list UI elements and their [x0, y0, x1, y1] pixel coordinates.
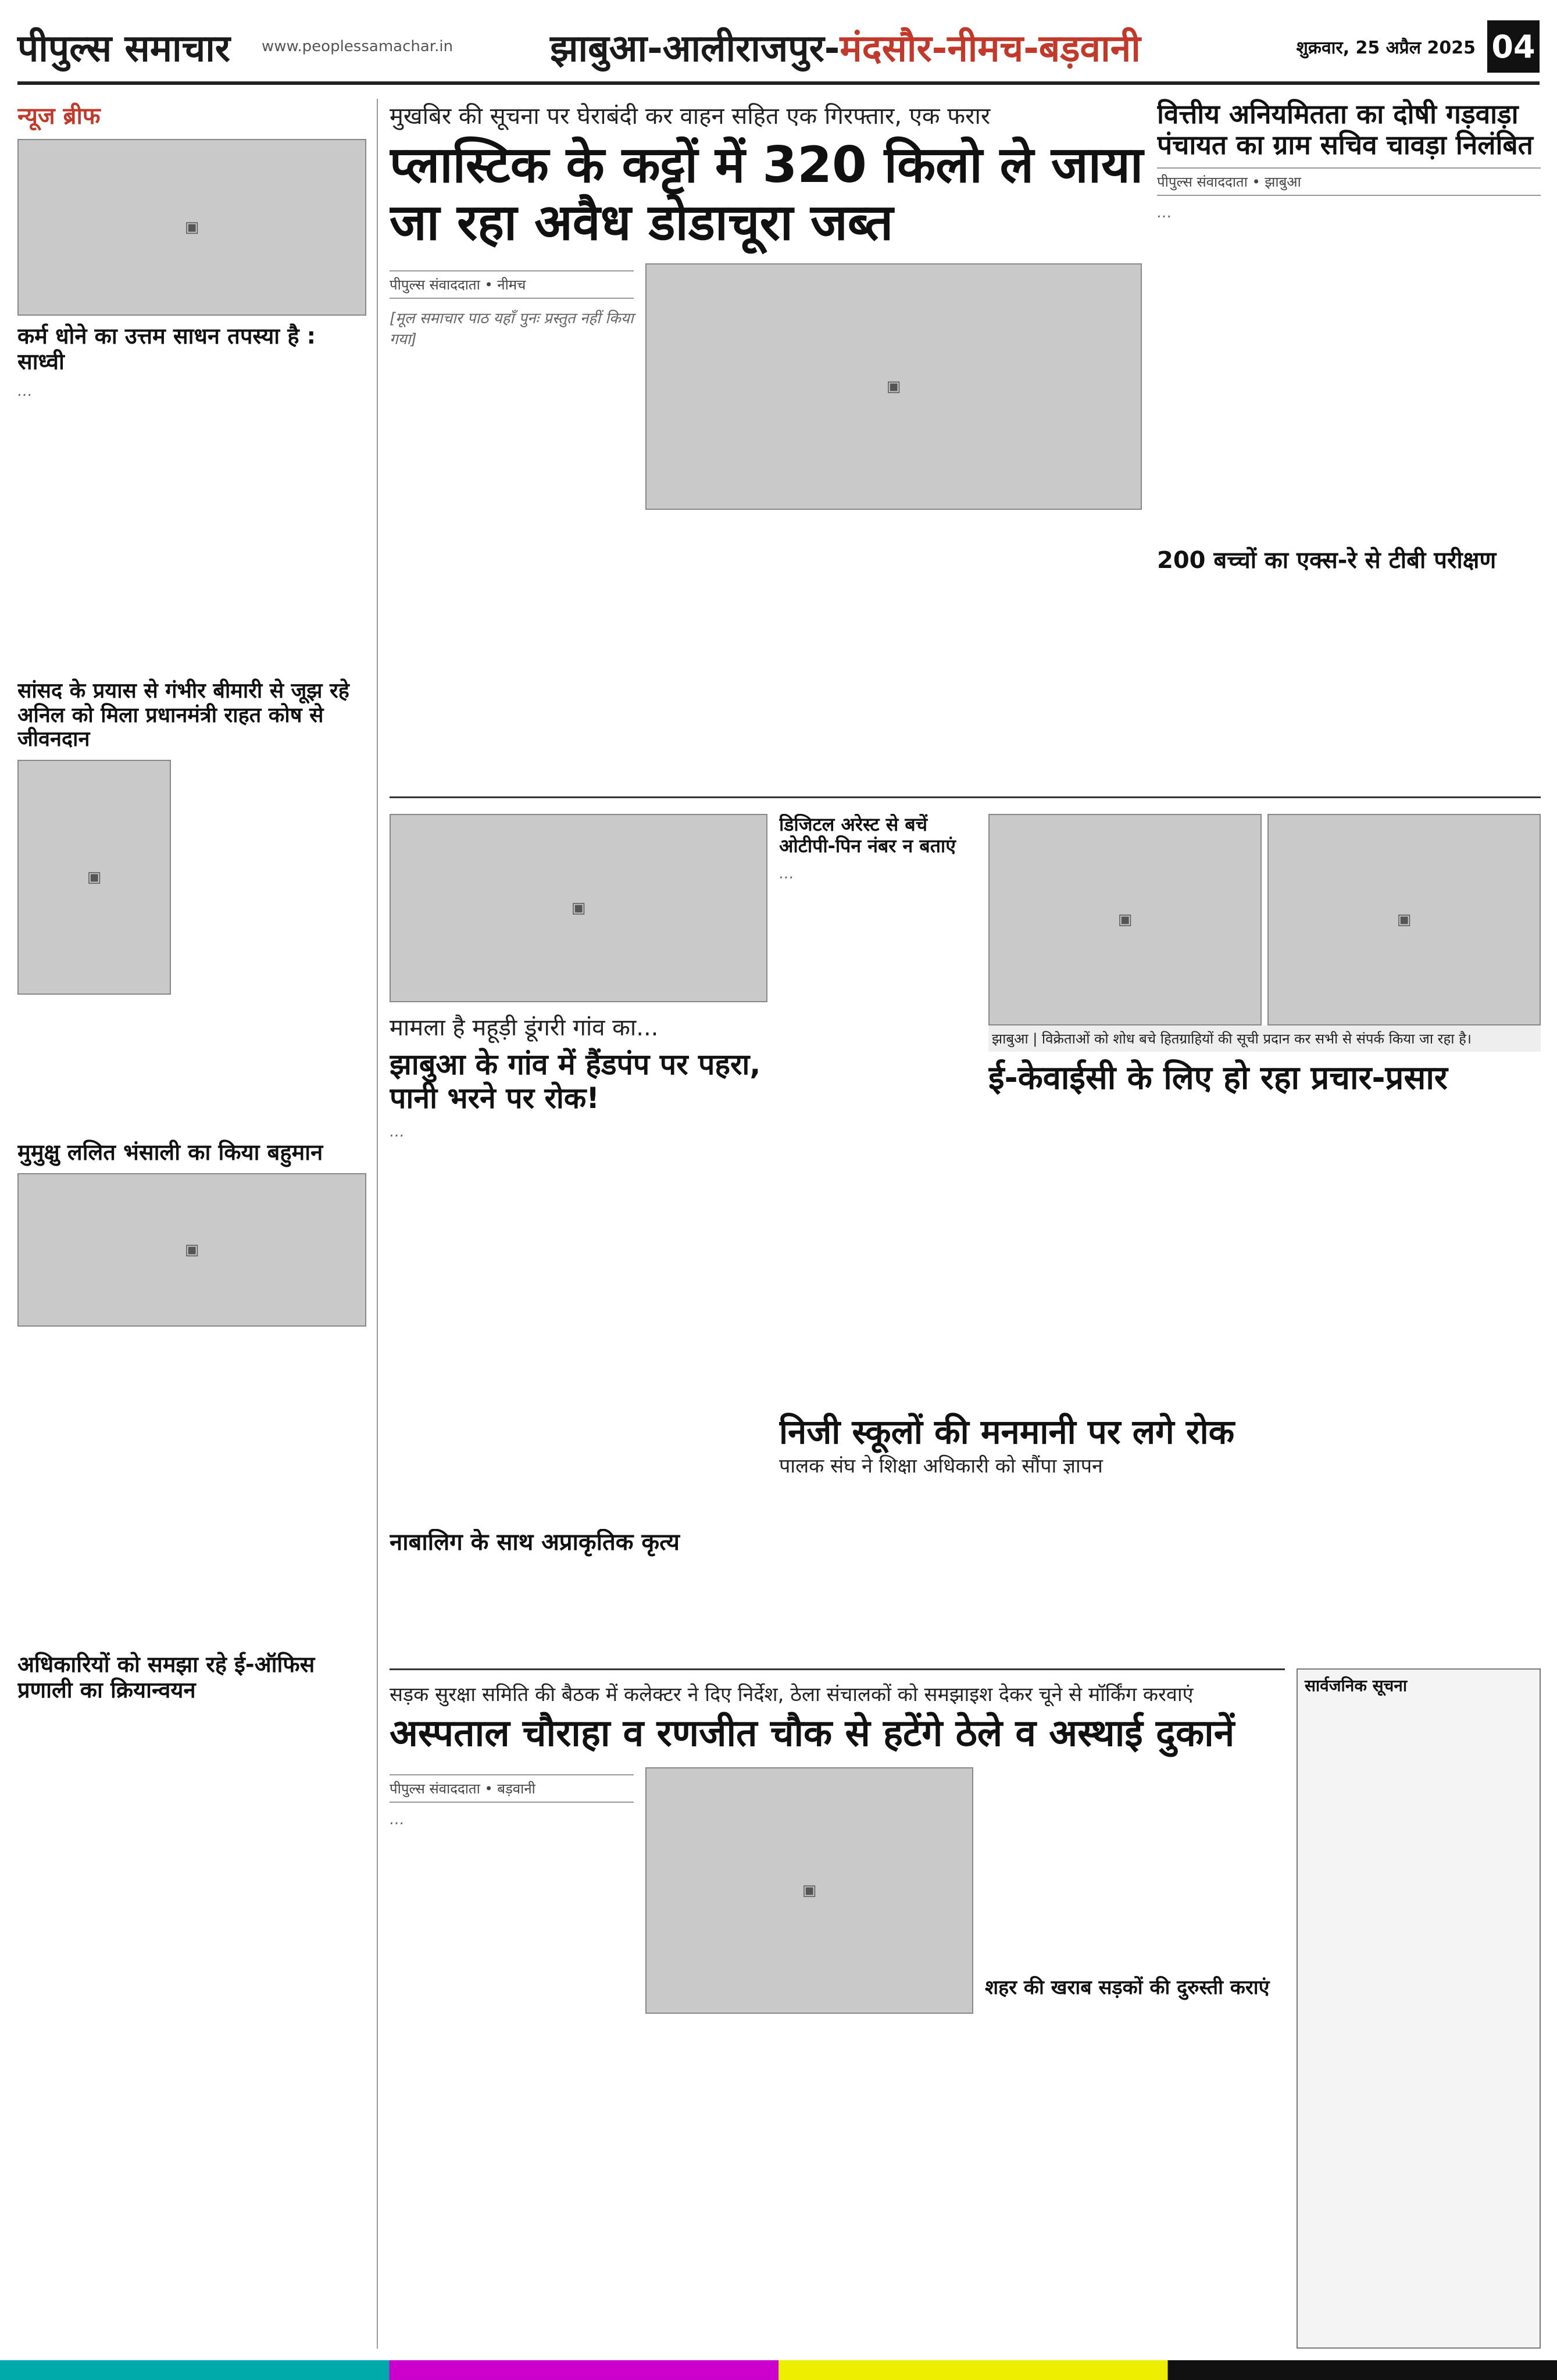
print-color-bar [0, 2360, 1557, 2380]
logo: पीपुल्स समाचार [17, 27, 230, 70]
bottom-note: … [390, 1810, 405, 1828]
photo-ekyc-left: ▣ [988, 814, 1262, 1025]
handpump-story [390, 814, 767, 1546]
column-rule [377, 99, 378, 2349]
digital-arrest-story [779, 814, 977, 1267]
handpump-headline: झाबुआ के गांव में हैंडपंप पर पहरा, पानी भरने पर रोक! [390, 1048, 761, 1115]
story4-headline: अधिकारियों को समझा रहे ई-ऑफिस प्रणाली का क्रियान्वयन [17, 1652, 315, 1703]
school-headline: निजी स्कूलों की मनमानी पर लगे रोक [779, 1413, 1235, 1452]
ekyc-story [988, 814, 1541, 1267]
section-rule-bottom [390, 1668, 1285, 1670]
left-column [17, 99, 366, 2349]
bottom-story [390, 1680, 1285, 2349]
brief-label: न्यूज ब्रीफ [17, 103, 101, 130]
photo-meeting: ▣ [645, 1767, 973, 2014]
bottom-byline: पीपुल्स संवाददाता • बड़वानी [390, 1774, 634, 1803]
public-notice [1297, 1668, 1541, 2349]
roads-subhead: शहर की खराब सड़कों की दुरुस्ती कराएं [985, 1975, 1270, 1999]
school-story [779, 1413, 1541, 1657]
photo-ekyc-right: ▣ [1267, 814, 1541, 1025]
handpump-note: … [390, 1123, 405, 1141]
ekyc-caption: झाबुआ | विक्रेताओं को शोध बचे हितग्राहियों की सूची प्रदान कर सभी से संपर्क किया जा रहा है। [988, 1025, 1541, 1052]
masthead [17, 12, 1540, 85]
section-rule [390, 796, 1541, 798]
lead-body-note: [मूल समाचार पाठ यहाँ पुनः प्रस्तुत नहीं किया गया] [390, 309, 634, 348]
lead-byline: पीपुल्स संवाददाता • नीमच [390, 270, 634, 299]
region-title [436, 22, 1255, 72]
lead-kicker: मुखबिर की सूचना पर घेराबंदी कर वाहन सहित एक गिरफ्तार, एक फरार [390, 103, 991, 130]
tb-subhead: 200 बच्चों का एक्स-रे से टीबी परीक्षण [1157, 546, 1497, 574]
story2-headline: सांसद के प्रयास से गंभीर बीमारी से जूझ रहे अनिल को मिला प्रधानमंत्री राहत कोष से जीवनदान [17, 679, 349, 752]
issue-date: शुक्रवार, 25 अप्रैल 2025 [1296, 37, 1476, 58]
right-top-headline: वित्तीय अनियमितता का दोषी गड़वाड़ा पंचायत का ग्राम सचिव चावड़ा निलंबित [1157, 99, 1533, 160]
story1-headline: कर्म धोने का उत्तम साधन तपस्या है : साध्वी [17, 323, 316, 374]
handpump-kicker: मामला है महूड़ी डूंगरी गांव का... [390, 1014, 659, 1041]
page-number: 04 [1487, 20, 1540, 73]
photo-gathering: ▣ [17, 139, 366, 316]
website-url[interactable]: www.peoplessamachar.in [262, 38, 453, 55]
lead-story [390, 99, 1145, 785]
lead-headline: प्लास्टिक के कट्टों में 320 किलो ले जाया जा रहा अवैध डोडाचूरा जब्त [390, 136, 1144, 252]
notice-label: सार्वजनिक सूचना [1305, 1676, 1408, 1695]
digital-arrest-headline: डिजिटल अरेस्ट से बचें ओटीपी-पिन नंबर न बताएं [779, 814, 956, 857]
photo-felicitation: ▣ [17, 1173, 366, 1327]
bottom-headline: अस्पताल चौराहा व रणजीत चौक से हटेंगे ठेले व अस्थाई दुकानें [390, 1712, 1235, 1755]
bottom-kicker: सड़क सुरक्षा समिति की बैठक में कलेक्टर ने दिए निर्देश, ठेला संचालकों को समझाइश देकर चूने से मॉर्किंग करवाएं [390, 1683, 1194, 1706]
school-subhead: पालक संघ ने शिक्षा अधिकारी को सौंपा ज्ञापन [779, 1454, 1103, 1478]
digital-arrest-note: … [779, 864, 794, 882]
minor-headline: नाबालिग के साथ अप्राकृतिक कृत्य [390, 1529, 680, 1556]
right-top-note: … [1157, 203, 1172, 221]
story1-note: … [17, 383, 33, 401]
story3-headline: मुमुक्षु ललित भंसाली का किया बहुमान [17, 1139, 323, 1165]
right-top-byline: पीपुल्स संवाददाता • झाबुआ [1157, 167, 1541, 196]
region-main: झाबुआ-आलीराजपुर- [550, 27, 840, 70]
photo-seizure: ▣ [645, 263, 1142, 510]
photo-patient: ▣ [17, 760, 171, 995]
right-top-story [1157, 99, 1541, 796]
photo-handpump: ▣ [390, 814, 767, 1002]
region-accent: मंदसौर-नीमच-बड़वानी [840, 27, 1141, 70]
ekyc-headline: ई-केवाईसी के लिए हो रहा प्रचार-प्रसार [988, 1059, 1448, 1097]
